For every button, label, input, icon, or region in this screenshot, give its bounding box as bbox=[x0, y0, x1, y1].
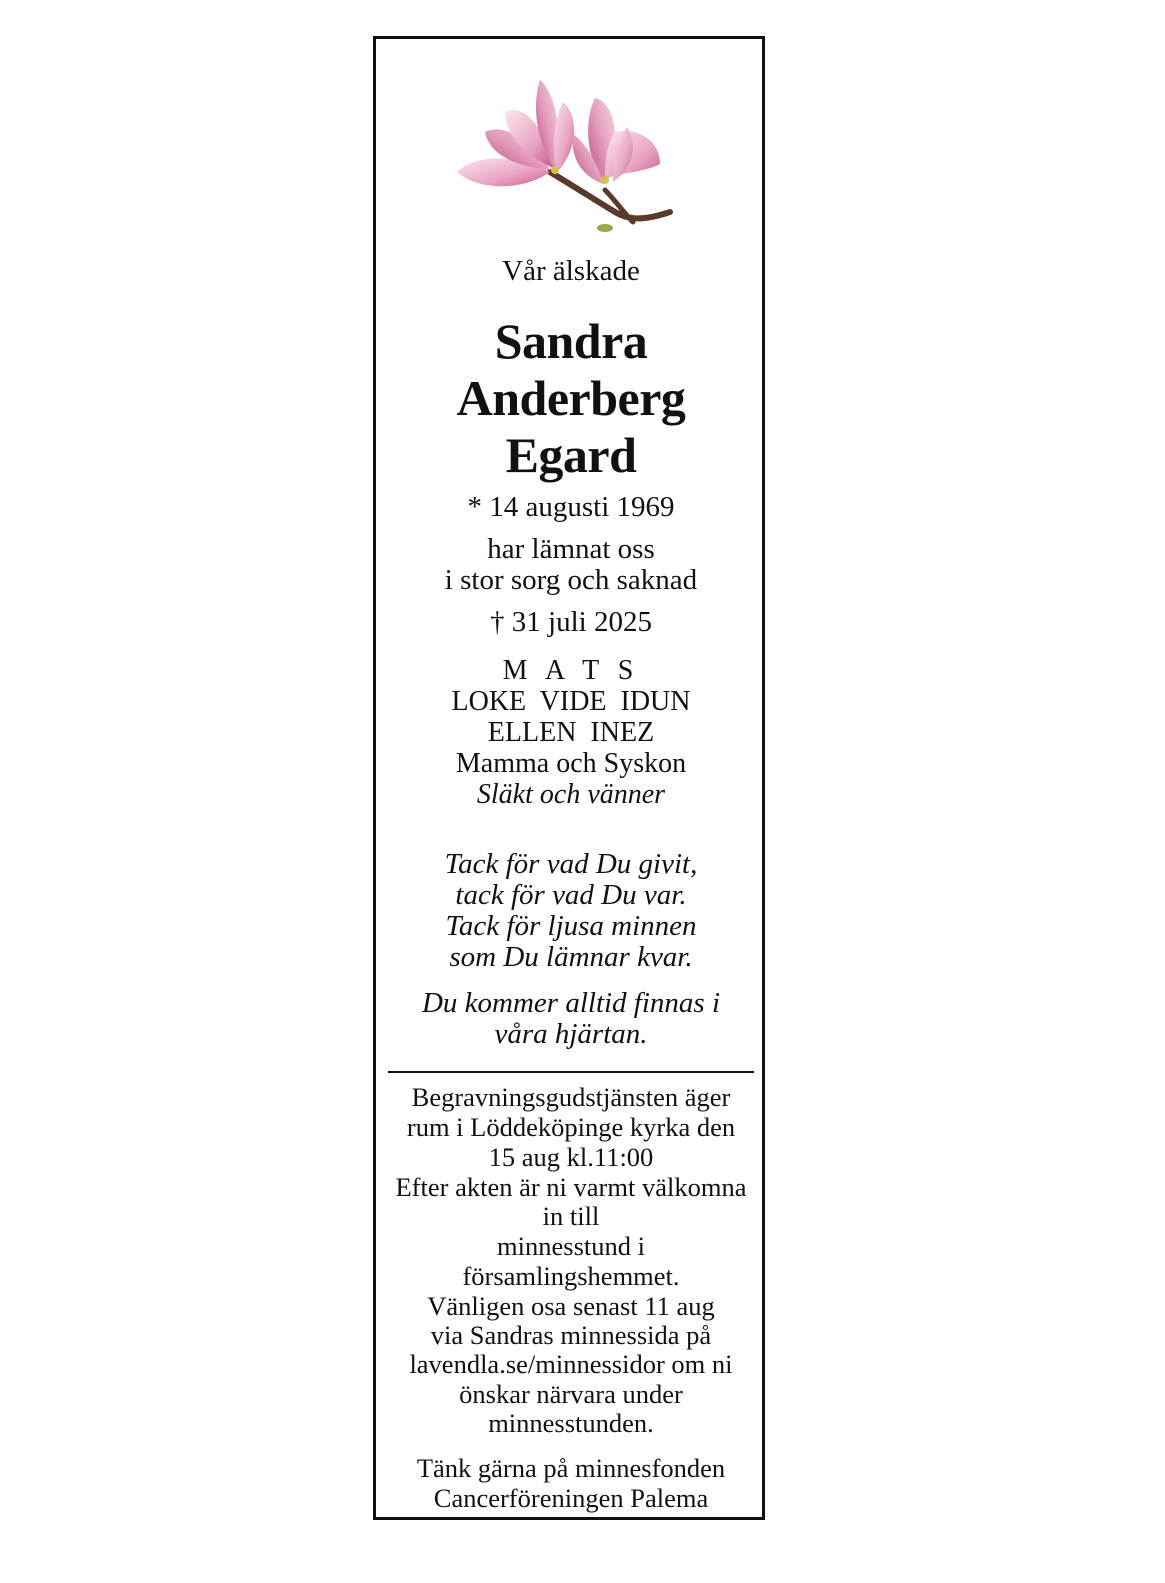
poem-line: Tack för vad Du givit, bbox=[444, 848, 698, 880]
funeral-info-line: in till bbox=[542, 1201, 600, 1231]
birth-date: * 14 augusti 1969 bbox=[467, 491, 675, 523]
funeral-info-line: minnesstund i bbox=[497, 1231, 645, 1261]
funeral-info-line: via Sandras minnessida på bbox=[430, 1320, 712, 1350]
deceased-middle-name: Anderberg bbox=[456, 370, 686, 426]
funeral-info-line: rum i Löddeköpinge kyrka den bbox=[406, 1112, 736, 1142]
family-spouse: M A T S bbox=[502, 655, 640, 686]
funeral-info-line: Vänligen osa senast 11 aug bbox=[427, 1291, 715, 1321]
memorial-fund-line: Tänk gärna på minnesfonden bbox=[416, 1453, 726, 1483]
family-others: Mamma och Syskon bbox=[455, 748, 687, 779]
funeral-info-line: minnesstunden. bbox=[488, 1408, 654, 1438]
funeral-info-line: 15 aug kl.11:00 bbox=[488, 1142, 654, 1172]
death-date: † 31 juli 2025 bbox=[490, 606, 652, 638]
funeral-info-line: lavendla.se/minnessidor om ni bbox=[409, 1349, 733, 1379]
poem-line: som Du lämnar kvar. bbox=[449, 941, 693, 973]
passed-line: i stor sorg och saknad bbox=[444, 564, 698, 596]
funeral-info-line: önskar närvara under bbox=[459, 1379, 683, 1409]
memorial-fund-line: Cancerföreningen Palema bbox=[433, 1483, 709, 1513]
family-children: ELLEN INEZ bbox=[487, 717, 655, 748]
poem-line: Tack för ljusa minnen bbox=[445, 910, 697, 942]
passed-line: har lämnat oss bbox=[487, 533, 655, 565]
funeral-info-line: Begravningsgudstjänsten äger bbox=[411, 1082, 731, 1112]
deceased-first-name: Sandra bbox=[494, 313, 648, 369]
funeral-info-line: församlingshemmet. bbox=[462, 1261, 680, 1291]
closing-line: Du kommer alltid finnas i bbox=[421, 987, 721, 1019]
deceased-last-name: Egard bbox=[505, 427, 637, 483]
section-divider bbox=[388, 1071, 754, 1073]
poem-line: tack för vad Du var. bbox=[455, 879, 687, 911]
family-relatives: Släkt och vänner bbox=[476, 779, 666, 810]
closing-line: våra hjärtan. bbox=[494, 1018, 648, 1050]
intro-text: Vår älskade bbox=[502, 255, 640, 287]
funeral-info-line: Efter akten är ni varmt välkomna bbox=[395, 1172, 747, 1202]
family-children: LOKE VIDE IDUN bbox=[451, 686, 691, 717]
magnolia-branch-icon bbox=[455, 72, 680, 234]
